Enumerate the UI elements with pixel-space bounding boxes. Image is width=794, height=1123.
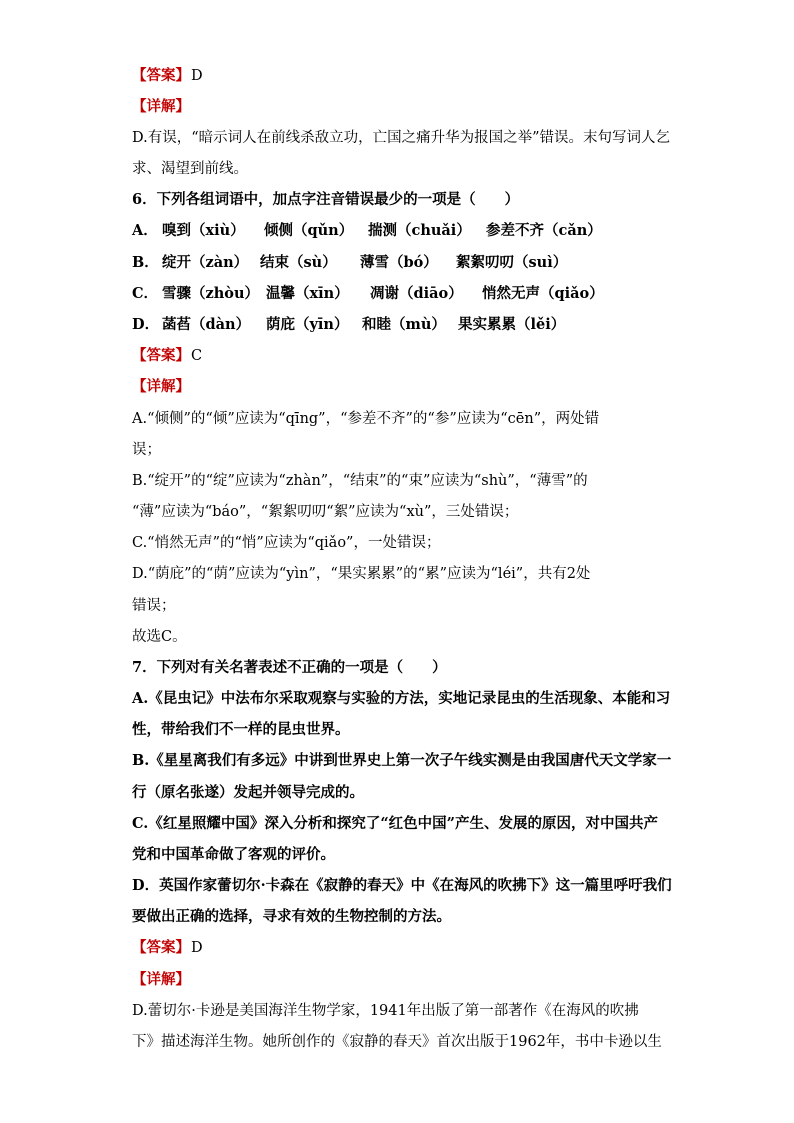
option-item: 和睦（mù） <box>362 316 446 333</box>
detail-line <box>132 970 190 990</box>
question-7-option-text: 要做出正确的选择，寻求有效的生物控制的方法。 <box>132 908 451 925</box>
detail-text: 故选C。 <box>132 629 187 645</box>
option-item: 悄然无声（qiǎo） <box>482 285 604 302</box>
question-7-stem: 7．下列对有关名著表述不正确的一项是（ ） <box>132 659 447 676</box>
question-7-option-text: B.《星星离我们有多远》中讲到世界史上第一次子午线实测是由我国唐代天文学家一 <box>132 752 672 769</box>
option-item: 倾侧（qǔn） <box>264 222 354 239</box>
question-7-option-text: A.《昆虫记》中法布尔采取观察与实验的方法，实地记录昆虫的生活现象、本能和习 <box>132 690 671 707</box>
question-6-option-d <box>132 315 565 335</box>
answer-value: D <box>191 940 203 956</box>
question-7-option-text: 行（原名张遂）发起并领导完成的。 <box>132 784 364 801</box>
answer-tag: 【答案】 <box>132 67 190 84</box>
question-7-option-text: D．英国作家蕾切尔·卡森在《寂静的春天》中《在海风的吹拂下》这一篇里呼吁我们 <box>132 877 672 894</box>
option-item: 絮絮叨叨（suì） <box>456 254 568 271</box>
option-label: D． <box>132 316 160 333</box>
detail-text: 求、渴望到前线。 <box>132 161 248 177</box>
detail-text: D.有误，“暗示词人在前线杀敌立功，亡国之痛升华为报国之举”错误。末句写词人乞 <box>132 130 671 146</box>
detail-tag: 【详解】 <box>132 98 190 115</box>
answer-value: C <box>191 348 203 364</box>
question-6-stem: 6．下列各组词语中，加点字注音错误最少的一项是（ ） <box>132 191 520 208</box>
option-item: 菡萏（dàn） <box>162 316 251 333</box>
question-7-option-text: C.《红星照耀中国》深入分析和探究了“红色中国”产生、发展的原因，对中国共产 <box>132 815 659 832</box>
answer-tag: 【答案】 <box>132 347 190 364</box>
option-item: 参差不齐（cǎn） <box>486 222 602 239</box>
answer-tag: 【答案】 <box>132 939 190 956</box>
detail-line <box>132 97 190 117</box>
detail-text: 错误； <box>132 598 176 614</box>
answer-line <box>132 346 202 366</box>
detail-text: “薄”应读为“báo”，“絮絮叨叨“絮”应读为“xù”，三处错误； <box>132 504 519 520</box>
option-item: 凋谢（diāo） <box>370 285 463 302</box>
detail-line <box>132 377 190 397</box>
option-item: 雪骤（zhòu） <box>162 285 259 302</box>
question-7-option-text: 党和中国革命做了客观的评价。 <box>132 846 335 863</box>
option-label: C． <box>132 285 159 302</box>
detail-text: C.“悄然无声”的“悄”应读为“qiǎo”，一处错误； <box>132 535 441 551</box>
detail-text: D.蕾切尔·卡逊是美国海洋生物学家，1941年出版了第一部著作《在海风的吹拂 <box>132 1003 639 1019</box>
option-item: 荫庇（yīn） <box>266 316 349 333</box>
question-6-option-b <box>132 253 567 273</box>
answer-value: D <box>191 68 203 84</box>
option-item: 薄雪（bó） <box>360 254 438 271</box>
option-label: B． <box>132 254 159 271</box>
option-item: 揣测（chuǎi） <box>368 222 471 239</box>
detail-tag: 【详解】 <box>132 971 190 988</box>
detail-text: 误； <box>132 442 161 458</box>
option-item: 绽开（zàn） <box>162 254 249 271</box>
question-6-option-a <box>132 221 602 241</box>
question-7-option-text: 性，带给我们不一样的昆虫世界。 <box>132 721 350 738</box>
detail-text: 下》描述海洋生物。她所创作的《寂静的春天》首次出版于1962年，书中卡逊以生 <box>132 1034 662 1050</box>
detail-tag: 【详解】 <box>132 378 190 395</box>
option-item: 结束（sù） <box>260 254 337 271</box>
question-6-option-c <box>132 284 604 304</box>
answer-line <box>132 938 203 958</box>
option-item: 温馨（xīn） <box>266 285 349 302</box>
option-item: 嗅到（xiù） <box>162 222 245 239</box>
option-item: 果实累累（lěi） <box>458 316 566 333</box>
option-label: A． <box>132 222 158 239</box>
answer-line <box>132 66 203 86</box>
detail-text: A.“倾侧”的“倾”应读为“qīng”，“参差不齐”的“参”应读为“cēn”，两处错 <box>132 411 600 427</box>
detail-text: B.“绽开”的“绽”应读为“zhàn”，“结束”的“束”应读为“shù”，“薄雪”的 <box>132 473 588 489</box>
detail-text: D.“荫庇”的“荫”应读为“yìn”，“果实累累”的“累”应读为“léi”，共有2处 <box>132 566 591 582</box>
